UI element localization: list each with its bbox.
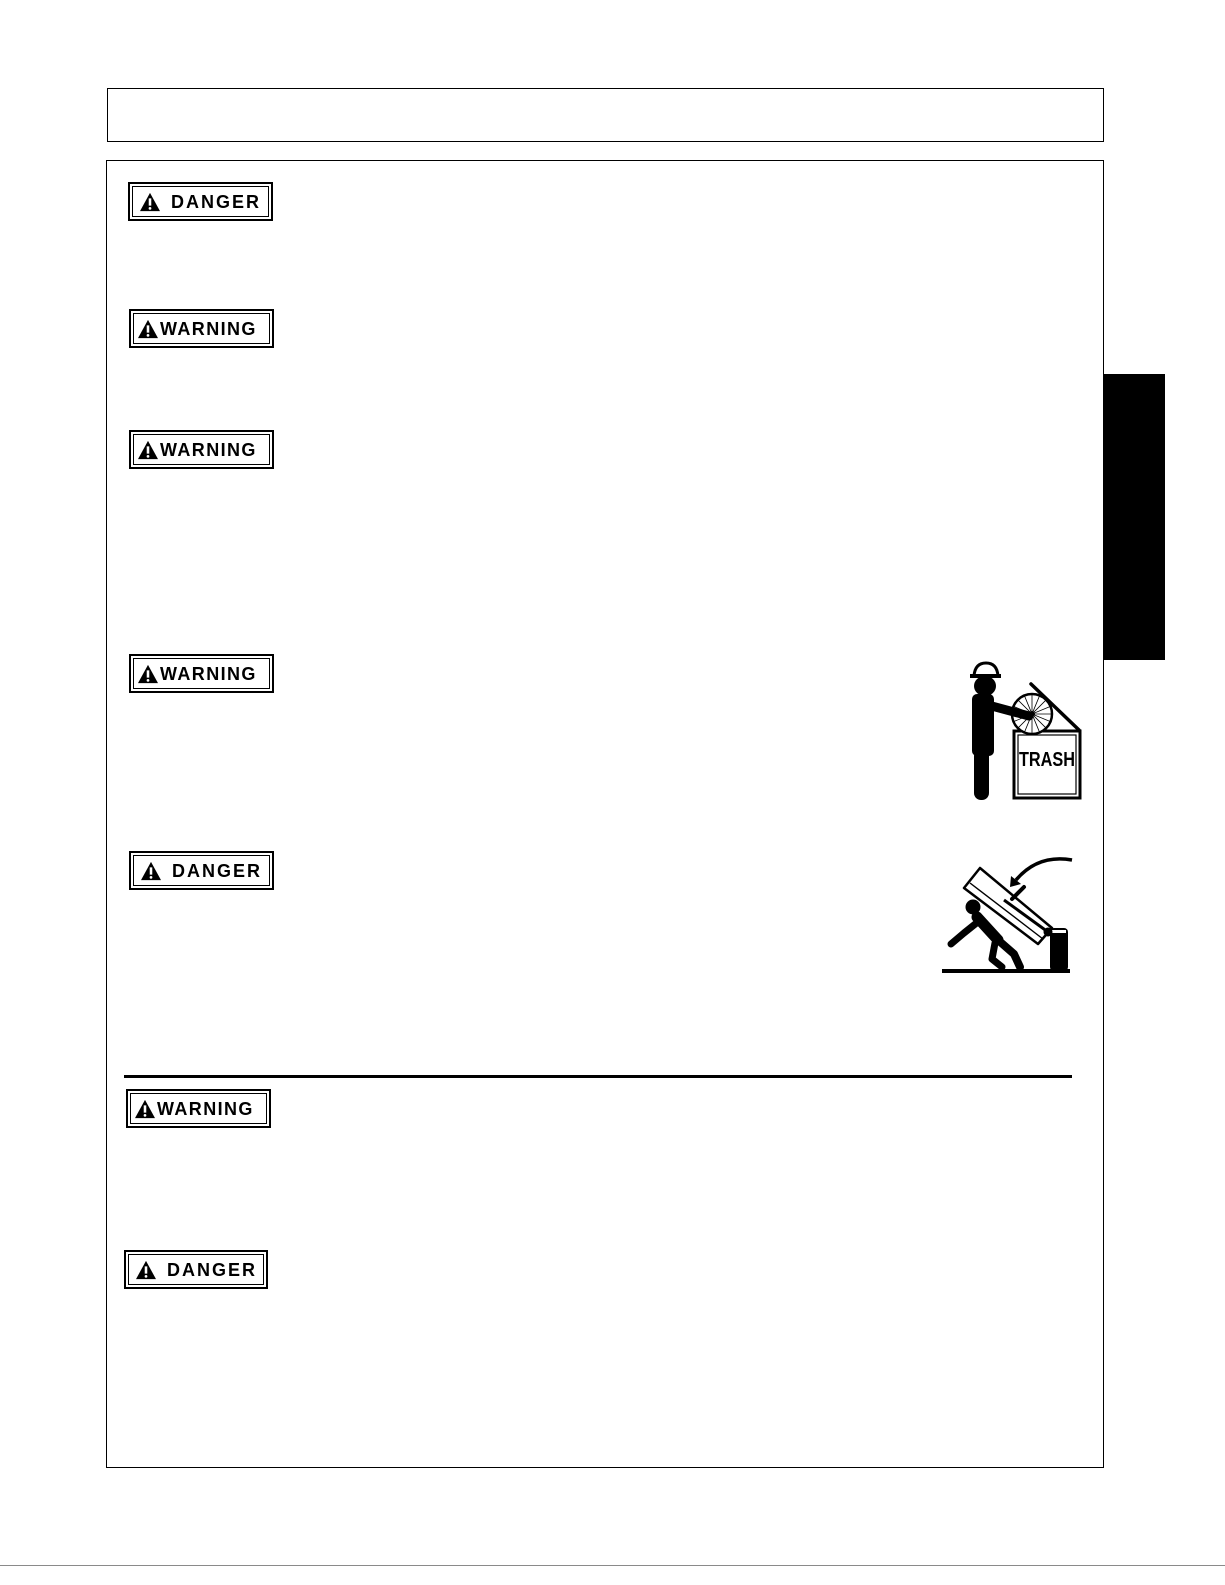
warning-triangle-icon [134, 1099, 156, 1119]
danger-label-text: DANGER [171, 191, 262, 212]
warning-triangle-icon [137, 440, 159, 460]
warning-label-text: WARNING [160, 439, 257, 460]
warning-label-text: WARNING [160, 318, 257, 339]
warning-triangle-icon [135, 1260, 157, 1280]
trash-bin-text: TRASH [1019, 749, 1075, 771]
warning-triangle-icon [139, 192, 161, 212]
warning-label [129, 430, 274, 469]
warning-triangle-icon [140, 861, 162, 881]
section-divider [124, 1075, 1072, 1078]
warning-triangle-icon [137, 319, 159, 339]
danger-label-text: DANGER [167, 1259, 258, 1280]
header-box [107, 88, 1104, 142]
danger-label [124, 1250, 268, 1289]
discard-blade-in-trash-icon [943, 661, 1083, 801]
warning-triangle-icon [137, 664, 159, 684]
danger-label [129, 851, 274, 890]
warning-label [129, 309, 274, 348]
warning-label [126, 1089, 271, 1128]
falling-deck-crush-hazard-icon [942, 856, 1074, 976]
danger-label [128, 182, 273, 221]
section-tab [1103, 374, 1165, 660]
warning-label-text: WARNING [160, 663, 257, 684]
warning-label [129, 654, 274, 693]
warning-label-text: WARNING [157, 1098, 254, 1119]
page-bottom-rule [0, 1565, 1225, 1566]
danger-label-text: DANGER [172, 860, 263, 881]
